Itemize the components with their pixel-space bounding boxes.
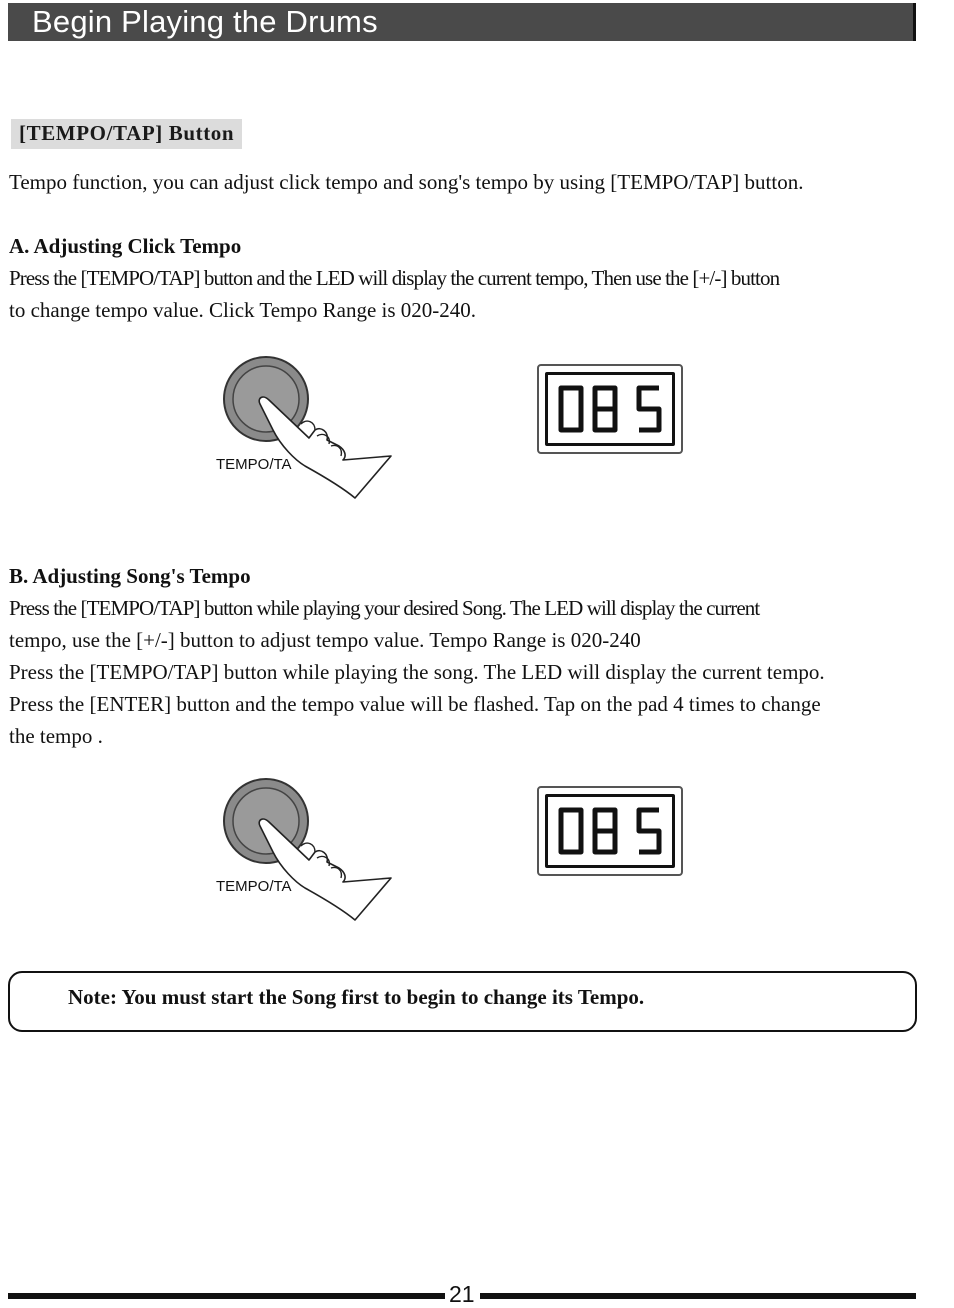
led-display-a	[537, 364, 683, 454]
part-b-line-4: Press the [ENTER] button and the tempo value will be flashed. Tap on the pad 4 times to change	[9, 692, 821, 716]
intro-paragraph: Tempo function, you can adjust click tempo and song's tempo by using [TEMPO/TAP] button.	[9, 170, 804, 194]
part-a-line-1: Press the [TEMPO/TAP] button and the LED will display the current tempo, Then use the [+/-] button	[9, 266, 780, 290]
tempo-tap-label: TEMPO/TA	[216, 456, 292, 473]
page-number: 21	[449, 1281, 475, 1307]
tempo-tap-label: TEMPO/TA	[216, 878, 292, 895]
part-b-line-2: tempo, use the [+/-] button to adjust tempo value. Tempo Range is 020-240	[9, 628, 641, 652]
led-display-b	[537, 786, 683, 876]
part-b-line-1: Press the [TEMPO/TAP] button while playing your desired Song. The LED will display the current	[9, 596, 760, 620]
section-heading: [TEMPO/TAP] Button	[11, 119, 242, 149]
tempo-tap-button-icon	[205, 350, 405, 510]
pointing-hand-icon	[259, 819, 391, 920]
note-text: Note: You must start the Song first to begin to change its Tempo.	[68, 985, 645, 1009]
part-b-line-3: Press the [TEMPO/TAP] button while playing the song. The LED will display the current tempo.	[9, 660, 825, 684]
part-b-heading: B. Adjusting Song's Tempo	[9, 564, 251, 588]
led-digits-b	[537, 786, 683, 876]
footer-rule-right	[480, 1293, 916, 1299]
part-b-line-5: the tempo .	[9, 724, 103, 748]
pointing-hand-icon	[259, 397, 391, 498]
page-title: Begin Playing the Drums	[32, 4, 378, 39]
note-box	[8, 971, 917, 1032]
tempo-tap-figure-a	[205, 350, 405, 510]
tempo-tap-button-icon	[205, 772, 405, 932]
footer-rule-left	[8, 1293, 445, 1299]
led-digits-a	[537, 364, 683, 454]
part-a-line-2: to change tempo value. Click Tempo Range is 020-240.	[9, 298, 477, 322]
part-a-heading: A. Adjusting Click Tempo	[9, 234, 242, 258]
header-bar	[8, 3, 916, 41]
tempo-tap-figure-b	[205, 772, 405, 932]
